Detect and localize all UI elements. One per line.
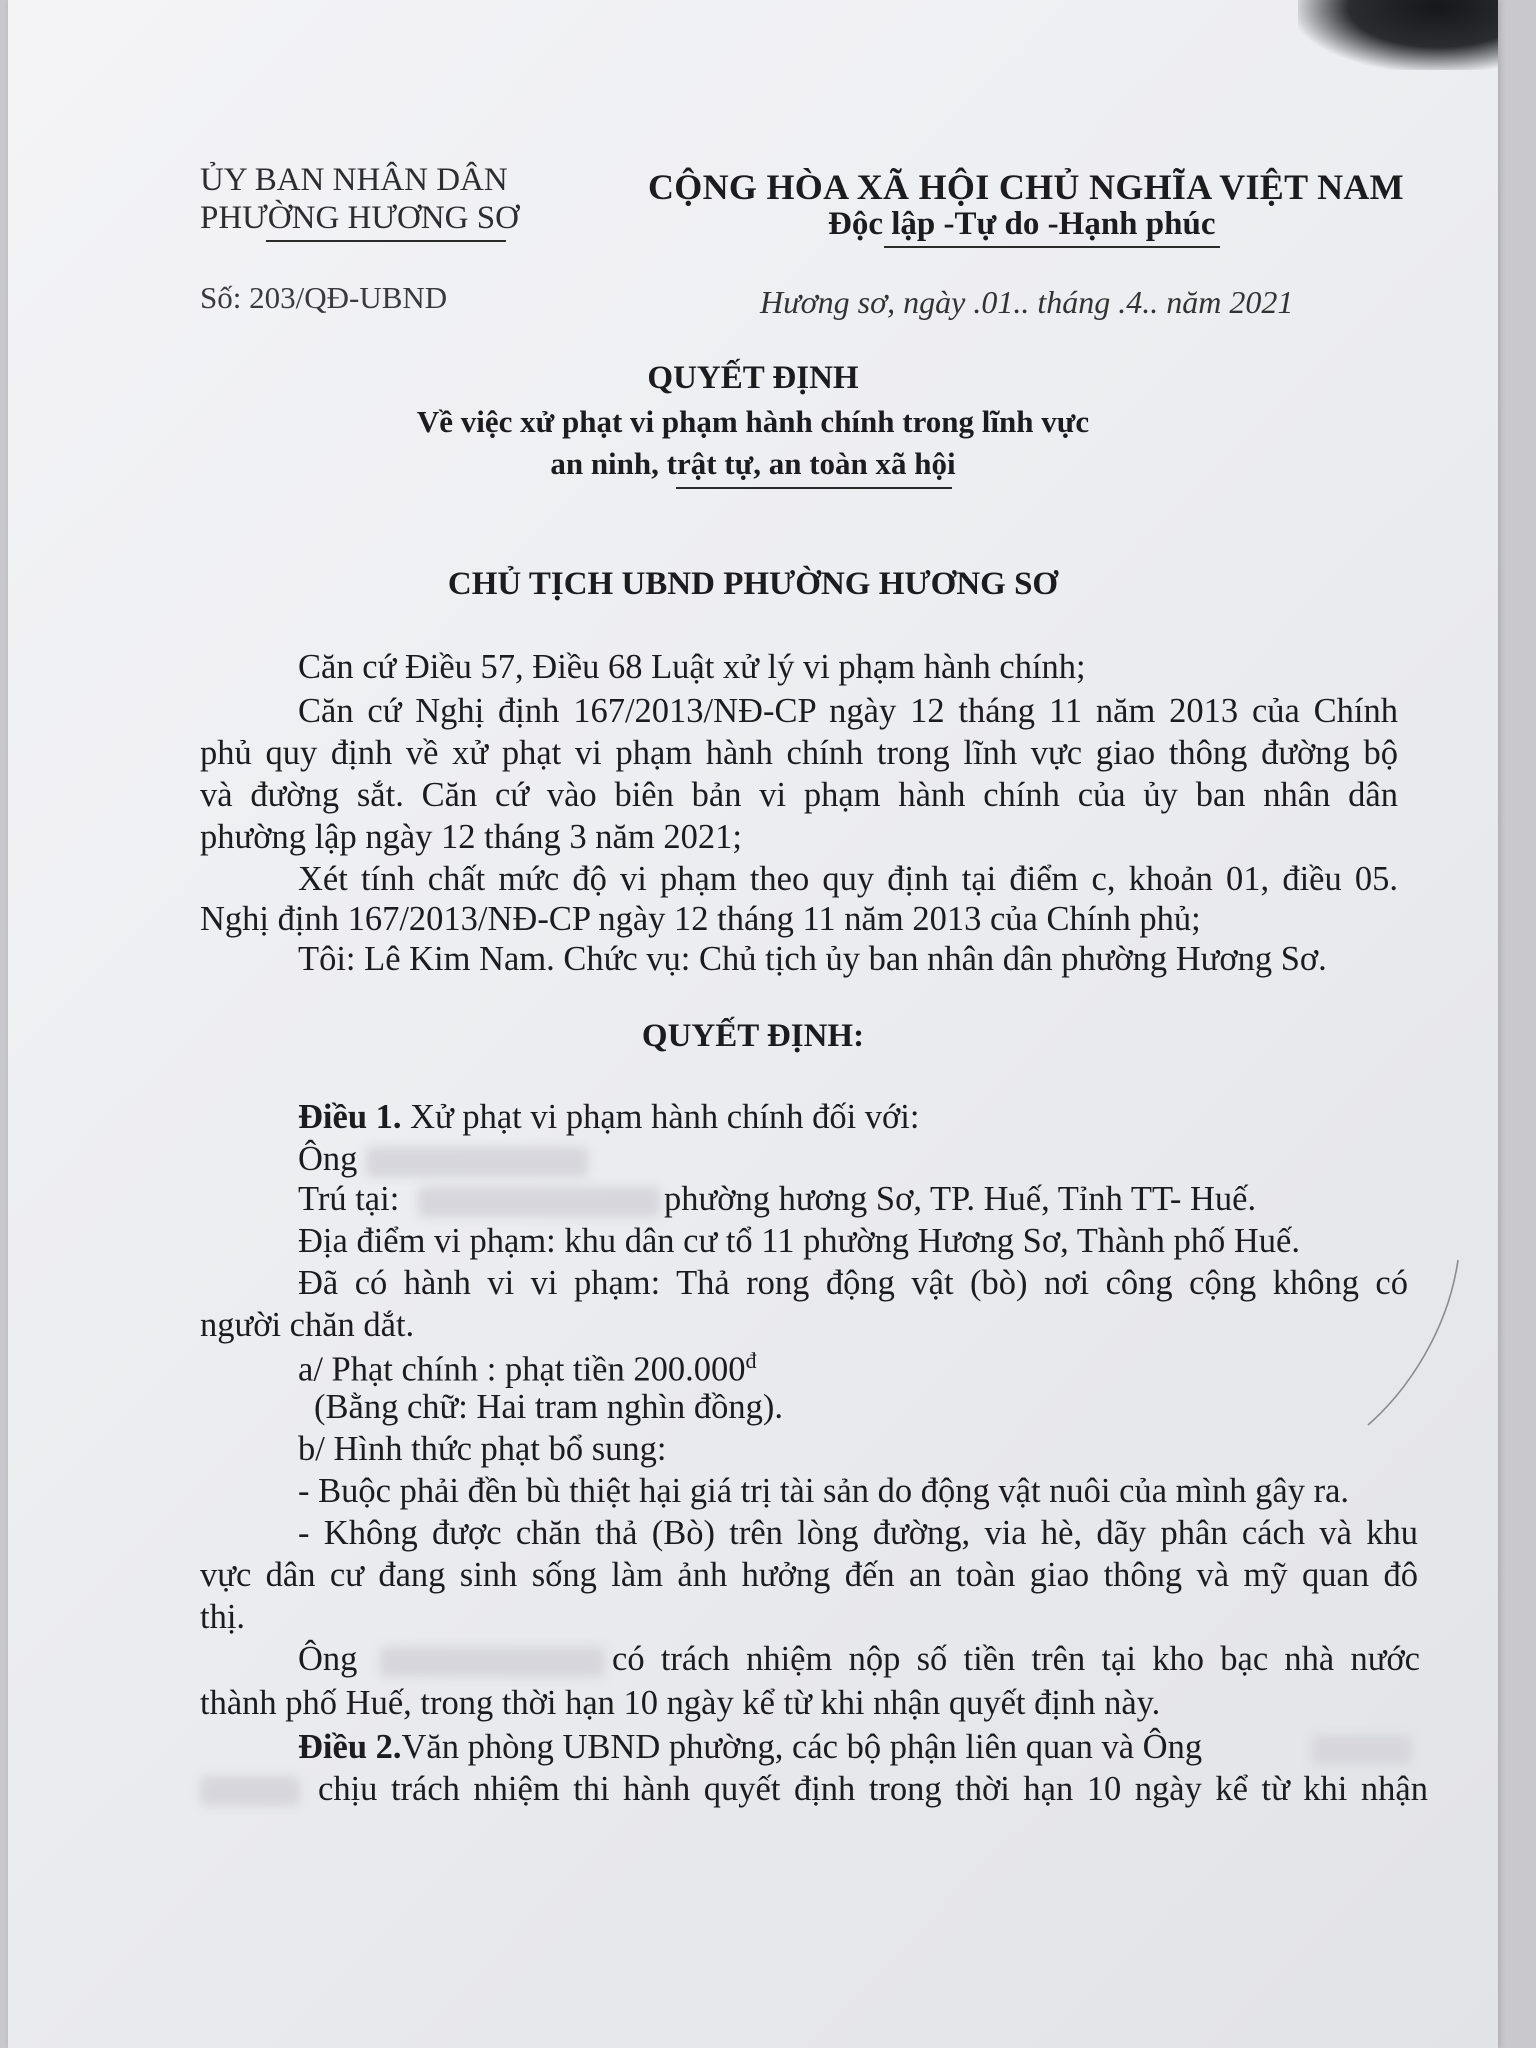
pen-stroke-mark: [1348, 1250, 1468, 1450]
violation-location: Địa điểm vi phạm: khu dân cư tổ 11 phường Hương Sơ, Thành phố Huế.: [298, 1222, 1300, 1260]
payment-line-1: có trách nhiệm nộp số tiền trên tại kho bạc nhà nước: [612, 1640, 1420, 1678]
payment-prefix: Ông: [298, 1640, 358, 1678]
preamble-line-7: Nghị định 167/2013/NĐ-CP ngày 12 tháng 11 năm 2013 của Chính phủ;: [200, 900, 1201, 938]
issuer-name: ỦY BAN NHÂN DÂN: [200, 162, 508, 198]
violation-line-1: Đã có hành vi vi phạm: Thả rong động vật (bò) nơi công cộng không có: [298, 1264, 1408, 1302]
fine-in-words: (Bằng chữ: Hai tram nghìn đồng).: [314, 1388, 784, 1426]
preamble-line-2: Căn cứ Nghị định 167/2013/NĐ-CP ngày 12 tháng 11 năm 2013 của Chính: [298, 692, 1398, 730]
residence-suffix: phường hương Sơ, TP. Huế, Tỉnh TT- Huế.: [664, 1180, 1257, 1218]
camera-shadow: [1298, 0, 1498, 70]
redacted-responsible-name-2: [200, 1776, 300, 1806]
redacted-payer: [380, 1647, 604, 1677]
document-subtitle-2: an ninh, trật tự, an toàn xã hội: [550, 446, 956, 481]
redacted-name: [366, 1147, 588, 1177]
document-page: [8, 0, 1498, 2048]
preamble-line-5: phường lập ngày 12 tháng 3 năm 2021;: [200, 818, 742, 856]
nation-motto: Độc lập -Tự do -Hạnh phúc: [828, 206, 1216, 242]
preamble-line-4: và đường sắt. Căn cứ vào biên bản vi phạm hành chính của ủy ban nhân dân: [200, 776, 1398, 814]
article-2-text-1: Văn phòng UBND phường, các bộ phận liên quan và Ông: [401, 1728, 1203, 1766]
authority-heading: CHỦ TỊCH UBND PHƯỜNG HƯƠNG SƠ: [447, 566, 1059, 602]
article-1-intro: Xử phạt vi phạm hành chính đối với:: [401, 1098, 920, 1136]
nation-title: CỘNG HÒA XÃ HỘI CHỦ NGHĨA VIỆT NAM: [648, 167, 1404, 207]
preamble-line-3: phủ quy định về xử phạt vi phạm hành chính trong lĩnh vực giao thông đường bộ: [200, 734, 1398, 772]
measure-2-line-2: vực dân cư đang sinh sống làm ảnh hưởng đến an toàn giao thông và mỹ quan đô: [200, 1556, 1418, 1594]
main-fine: [298, 1348, 756, 1390]
article-1-header: [298, 1098, 919, 1137]
article-2-line-1: [298, 1728, 1202, 1767]
decision-number: Số: 203/QĐ-UBND: [200, 280, 448, 315]
preamble-line-8: Tôi: Lê Kim Nam. Chức vụ: Chủ tịch ủy ban nhân dân phường Hương Sơ.: [298, 940, 1327, 978]
currency-superscript: đ: [745, 1348, 757, 1373]
violation-line-2: người chăn dắt.: [200, 1306, 415, 1344]
motto-underline: [884, 246, 1220, 248]
residence-prefix: Trú tại:: [298, 1180, 400, 1218]
preamble-line-6: Xét tính chất mức độ vi phạm theo quy định tại điểm c, khoản 01, điều 05.: [298, 860, 1398, 898]
decision-date: Hương sơ, ngày .01.. tháng .4.. năm 2021: [760, 284, 1294, 320]
measure-1: - Buộc phải đền bù thiệt hại giá trị tài sản do động vật nuôi của mình gây ra.: [298, 1472, 1350, 1510]
payment-line-2: thành phố Huế, trong thời hạn 10 ngày kể từ khi nhận quyết định này.: [200, 1684, 1161, 1722]
article-1-label: Điều 1.: [298, 1098, 402, 1136]
redacted-responsible-name-1: [1312, 1735, 1412, 1765]
measure-2-line-3: thị.: [200, 1598, 246, 1636]
main-fine-text: a/ Phạt chính : phạt tiền 200.000: [298, 1350, 746, 1389]
measure-2-line-1: - Không được chăn thả (Bò) trên lòng đường, via hè, dãy phân cách và khu: [298, 1514, 1418, 1552]
supplementary-heading: b/ Hình thức phạt bổ sung:: [298, 1430, 667, 1468]
issuer-ward: PHƯỜNG HƯƠNG SƠ: [200, 200, 519, 236]
document-title: QUYẾT ĐỊNH: [647, 360, 859, 396]
preamble-line-1: Căn cứ Điều 57, Điều 68 Luật xử lý vi phạm hành chính;: [298, 648, 1086, 686]
document-subtitle-1: Về việc xử phạt vi phạm hành chính trong lĩnh vực: [416, 404, 1090, 439]
decision-heading: QUYẾT ĐỊNH:: [641, 1018, 865, 1054]
article-2-label: Điều 2.: [298, 1728, 402, 1766]
article-2-line-2: chịu trách nhiệm thi hành quyết định trong thời hạn 10 ngày kể từ khi nhận: [318, 1770, 1428, 1808]
issuer-underline: [266, 240, 506, 242]
person-prefix: Ông: [298, 1140, 358, 1178]
subtitle-underline: [676, 487, 952, 489]
redacted-address: [418, 1187, 660, 1217]
